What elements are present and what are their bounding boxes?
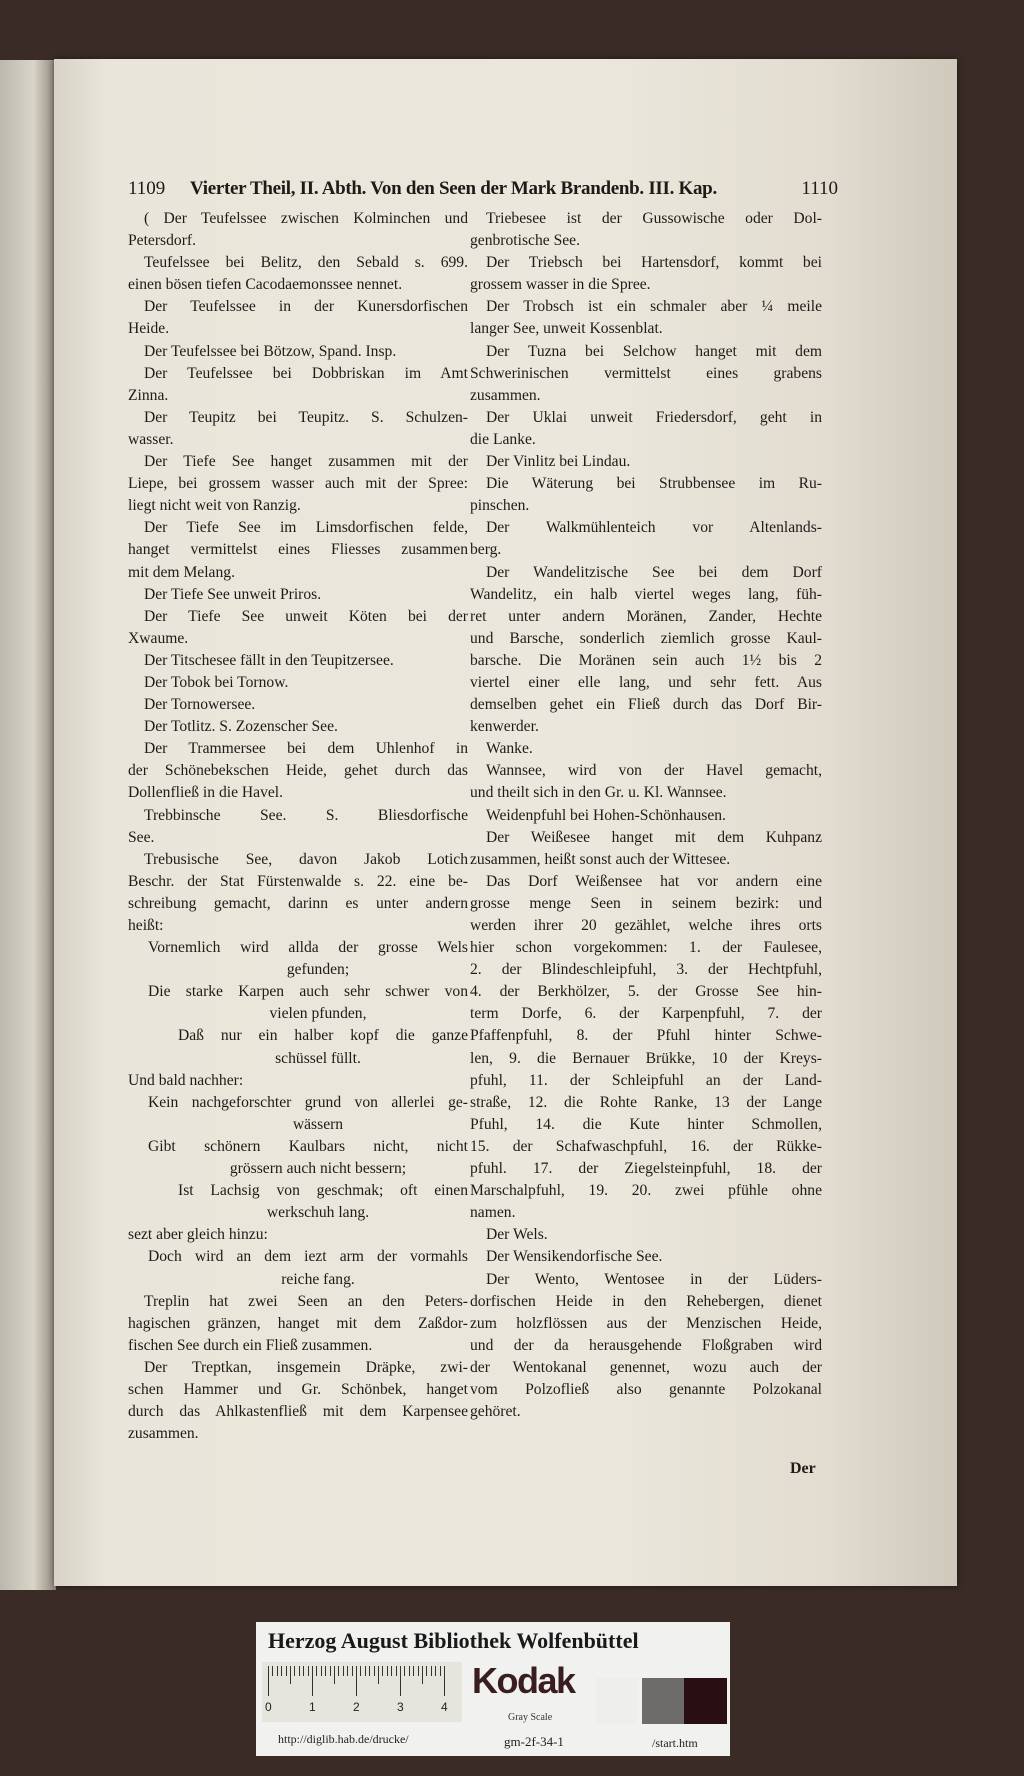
ruler-tick [272, 1666, 273, 1676]
institution-name: Herzog August Bibliothek Wolfenbüttel [268, 1628, 639, 1653]
text-line: 15. der Schafwaschpfuhl, 16. der Rükke- [470, 1137, 822, 1155]
text-line: Der Triebsch bei Hartensdorf, kommt bei [486, 254, 822, 272]
running-header [128, 178, 838, 204]
text-line: Der Tiefe See unweit Köten bei der [144, 607, 468, 625]
text-line: werkschuh lang. [266, 1204, 370, 1222]
catchword: Der [790, 1460, 816, 1477]
text-line: pinschen. [470, 497, 530, 515]
text-line: Weidenpfuhl bei Hohen-Schönhausen. [486, 806, 726, 824]
text-line: der Wentokanal genennet, wozu auch der [470, 1358, 822, 1376]
text-line: Der Weißesee hanget mit dem Kuhpanz [486, 828, 822, 846]
text-line: Triebesee ist der Gussowische oder Dol- [486, 210, 822, 227]
ruler-tick [330, 1666, 331, 1676]
shelfmark: gm-2f-34-1 [504, 1734, 564, 1749]
text-line: pfuhl. 17. der Ziegelsteinpfuhl, 18. der [470, 1160, 822, 1178]
text-line: Pfuhl, 14. die Kute hinter Schmollen, [470, 1115, 822, 1133]
gray-swatch-mid [642, 1678, 684, 1724]
ruler-label: 1 [309, 1700, 316, 1714]
text-line: dorfischen Heide in den Rehebergen, dienet [470, 1292, 822, 1310]
text-line: Schwerinischen vermittelst eines grabens [470, 364, 822, 382]
text-line: Der Trobsch ist ein schmaler aber ¼ meile [486, 298, 822, 316]
text-line: grosse menge Seen in seinem bezirk: und [470, 894, 822, 912]
text-line: Xwaume. [128, 629, 189, 647]
text-line: Der Tiefe See im Limsdorfischen felde, [144, 519, 468, 537]
text-line: der Schönebekschen Heide, gehet durch das [128, 762, 468, 780]
ruler-tick [277, 1666, 278, 1676]
text-line: Der Vinlitz bei Lindau. [486, 453, 631, 471]
text-line: Der Treptkan, insgemein Dräpke, zwi- [144, 1358, 468, 1376]
text-line: Kein nachgeforschter grund von allerlei ge- [148, 1093, 468, 1111]
text-line: Der Titschesee fällt in den Teupitzersee. [144, 651, 394, 669]
text-line: durch das Ahlkastenfließ mit dem Karpensee [128, 1403, 468, 1421]
text-line: schen Hammer und Gr. Schönbek, hanget [128, 1380, 468, 1398]
ruler-tick [404, 1666, 405, 1676]
text-line: Dollenfließ in die Havel. [128, 784, 284, 802]
text-line: Wandelitz, ein halb viertel weges lang, füh- [470, 585, 822, 603]
ruler-tick [365, 1666, 366, 1676]
text-line: Beschr. der Stat Fürstenwalde s. 22. eine be- [128, 872, 468, 890]
text-line: hanget vermittelst eines Fliesses zusammen [128, 541, 468, 559]
text-line: Wanke. [486, 740, 533, 758]
text-line: 4. der Berkhölzer, 5. der Grosse See hin- [470, 983, 822, 1001]
adjacent-page-edge [0, 60, 56, 1590]
ruler-tick [281, 1666, 282, 1676]
ruler-tick [369, 1666, 370, 1676]
page-number-right: 1110 [801, 178, 838, 199]
text-line: zum holzflössen aus der Menzischen Heide, [470, 1314, 822, 1332]
text-line: Der Wels. [486, 1226, 548, 1244]
text-line: gehöret. [470, 1403, 521, 1421]
text-line: Trebbinsche See. S. Bliesdorfische [144, 806, 468, 824]
ruler-label: 3 [397, 1700, 404, 1714]
text-line: pfuhl, 11. der Schleipfuhl an der Land- [470, 1071, 822, 1089]
card-start-link: /start.htm [652, 1736, 698, 1750]
text-line: fischen See durch ein Fließ zusammen. [128, 1336, 373, 1354]
ruler-tick [426, 1666, 427, 1676]
ruler-tick [312, 1666, 313, 1696]
text-line: zusammen. [128, 1425, 199, 1443]
ruler-tick [347, 1666, 348, 1676]
text-line: Vornemlich wird allda der grosse Wels [148, 939, 468, 957]
ruler-scale [262, 1662, 462, 1722]
ruler-tick [290, 1666, 291, 1684]
text-line: wasser. [128, 430, 174, 448]
color-calibration-card [256, 1622, 730, 1756]
text-line: Der Teufelssee bei Dobbriskan im Amt [144, 364, 468, 382]
ruler-tick [299, 1666, 300, 1676]
header-title: Vierter Theil, II. Abth. Von den Seen der Mark Brandenb. III. Kap. [190, 178, 717, 199]
ruler-tick [356, 1666, 357, 1696]
ruler-tick [435, 1666, 436, 1676]
text-line: berg. [470, 541, 502, 559]
text-line: straße, 12. die Rohte Ranke, 13 der Lange [470, 1093, 822, 1111]
text-line: Der Tiefe See hanget zusammen mit der [144, 453, 468, 471]
text-line: vielen pfunden, [269, 1005, 367, 1023]
ruler-tick [268, 1666, 269, 1696]
text-line: gefunden; [286, 961, 350, 979]
text-line: Liepe, bei grossem wasser auch mit der Spree: [128, 475, 468, 493]
text-line: Pfaffenpfuhl, 8. der Pfuhl hinter Schwe- [470, 1027, 822, 1045]
text-line: heißt: [128, 917, 164, 934]
ruler-label: 0 [265, 1700, 272, 1714]
ruler-tick [352, 1666, 353, 1676]
ruler-tick [400, 1666, 401, 1696]
ruler-label: 2 [353, 1700, 360, 1714]
text-line: hier schon vorgekommen: 1. der Faulesee, [470, 939, 822, 957]
ruler-tick [374, 1666, 375, 1676]
text-line: genbrotische See. [470, 232, 580, 250]
text-line: Der Wento, Wentosee in der Lüders- [486, 1270, 822, 1288]
text-line: barsche. Die Moränen sein auch 1½ bis 2 [470, 651, 822, 669]
text-line: Doch wird an dem iezt arm der vormahls [148, 1248, 468, 1266]
text-line: Der Tuzna bei Selchow hanget mit dem [486, 342, 822, 360]
text-line: Der Wandelitzische See bei dem Dorf [486, 563, 822, 581]
text-line: Und bald nachher: [128, 1071, 244, 1089]
text-line: viertel einer elle lang, und sehr fett. Aus [470, 673, 822, 691]
text-line: namen. [470, 1204, 516, 1222]
text-line: Zinna. [128, 386, 169, 404]
ruler-tick [316, 1666, 317, 1676]
ruler-tick [360, 1666, 361, 1676]
text-line: wässern [292, 1115, 344, 1133]
text-line: die Lanke. [470, 430, 536, 448]
text-line: Der Uklai unweit Friedersdorf, geht in [486, 408, 822, 426]
text-line: Der Tornowersee. [144, 696, 256, 714]
gray-swatch-black [684, 1678, 727, 1724]
text-line: zusammen, heißt sonst auch der Wittesee. [470, 850, 731, 868]
text-line: Treplin hat zwei Seen an den Peters- [144, 1292, 468, 1310]
ruler-tick [387, 1666, 388, 1676]
text-line: Der Trammersee bei dem Uhlenhof in [144, 740, 468, 758]
text-line: grossem wasser in die Spree. [470, 276, 651, 294]
ruler-tick [422, 1666, 423, 1684]
text-line: Der Teufelssee in der Kunersdorfischen [144, 298, 468, 316]
ruler-tick [382, 1666, 383, 1676]
text-line: sezt aber gleich hinzu: [128, 1226, 268, 1244]
text-line: Die starke Karpen auch sehr schwer von [148, 983, 468, 1001]
text-line: reiche fang. [281, 1270, 355, 1288]
ruler-tick [308, 1666, 309, 1676]
text-line: vom Polzofließ also genannte Polzokanal [470, 1380, 822, 1398]
text-line: Der Wensikendorfische See. [486, 1248, 663, 1266]
text-line: hagischen gränzen, hanget mit dem Zaßdor- [128, 1314, 468, 1332]
text-line: Der Walkmühlenteich vor Altenlands- [486, 519, 822, 537]
text-line: Der Totlitz. S. Zozenscher See. [144, 718, 338, 736]
text-line: und Barsche, sonderlich ziemlich grosse Kaul- [470, 629, 822, 647]
page-number-left: 1109 [128, 178, 166, 199]
ruler-tick [294, 1666, 295, 1676]
text-line: kenwerder. [470, 718, 539, 736]
ruler-tick [378, 1666, 379, 1684]
ruler-tick [303, 1666, 304, 1676]
text-line: zusammen. [470, 386, 541, 404]
ruler-tick [325, 1666, 326, 1676]
ruler-tick [418, 1666, 419, 1676]
text-line: Ist Lachsig von geschmak; oft einen [178, 1182, 468, 1200]
text-line: Der Tiefe See unweit Priros. [144, 585, 322, 603]
text-line: Gibt schönern Kaulbars nicht, nicht [148, 1137, 468, 1155]
ruler-tick [391, 1666, 392, 1676]
ruler-tick [286, 1666, 287, 1676]
text-line: demselben gehet ein Fließ durch das Dorf Bir- [470, 696, 822, 714]
ruler-tick [409, 1666, 410, 1676]
text-line: liegt nicht weit von Ranzig. [128, 497, 301, 515]
ruler-tick [444, 1666, 445, 1696]
text-line: einen bösen tiefen Cacodaemonssee nennet. [128, 276, 403, 294]
ruler-tick [338, 1666, 339, 1676]
text-line: Das Dorf Weißensee hat vor andern eine [486, 872, 822, 890]
text-line: Wannsee, wird von der Havel gemacht, [486, 762, 822, 780]
ruler-tick [334, 1666, 335, 1684]
text-line: Teufelssee bei Belitz, den Sebald s. 699. [144, 254, 468, 272]
text-line: 2. der Blindeschleipfuhl, 3. der Hechtpfuhl, [470, 961, 822, 979]
kodak-logo: Kodak [472, 1660, 575, 1701]
gray-swatch-white [596, 1678, 638, 1724]
text-line: werden ihrer 20 gezählet, welche ihres orts [470, 917, 822, 934]
ruler-tick [396, 1666, 397, 1676]
text-line: term Dorfe, 6. der Karpenpfuhl, 7. der [470, 1005, 822, 1023]
text-line: ret unter andern Moränen, Zander, Hechte [470, 607, 822, 625]
ruler-tick [343, 1666, 344, 1676]
text-line: Der Teupitz bei Teupitz. S. Schulzen- [144, 408, 468, 426]
left-text-column [128, 208, 468, 1445]
text-line: schüssel füllt. [275, 1049, 361, 1067]
text-line: langer See, unweit Kossenblat. [470, 320, 663, 338]
text-line: Heide. [128, 320, 170, 338]
text-line: Die Wäterung bei Strubbensee im Ru- [486, 475, 822, 493]
text-line: mit dem Melang. [128, 563, 235, 581]
ruler-tick [321, 1666, 322, 1676]
ruler-tick [413, 1666, 414, 1676]
ruler-tick [431, 1666, 432, 1676]
text-line: See. [128, 828, 155, 846]
text-line: grössern auch nicht bessern; [229, 1160, 407, 1178]
text-line: len, 9. die Bernauer Brükke, 10 der Kreys- [470, 1049, 822, 1067]
right-text-column [470, 208, 822, 1423]
text-line: Der Tobok bei Tornow. [144, 673, 289, 691]
text-line: ( Der Teufelssee zwischen Kolminchen und [144, 210, 468, 227]
text-line: Trebusische See, davon Jakob Lotich [144, 850, 468, 868]
text-line: Petersdorf. [128, 232, 196, 250]
card-url: http://diglib.hab.de/drucke/ [278, 1732, 409, 1746]
text-line: Marschalpfuhl, 19. 20. zwei pfühle ohne [470, 1182, 822, 1200]
ruler-label: 4 [441, 1700, 448, 1714]
text-line: und theilt sich in den Gr. u. Kl. Wannsee. [470, 784, 727, 802]
text-line: Daß nur ein halber kopf die ganze [178, 1027, 468, 1045]
text-line: schreibung gemacht, darinn es unter andern [128, 894, 468, 912]
text-line: und der da herausgehende Floßgraben wird [470, 1336, 822, 1354]
gray-scale-label: Gray Scale [508, 1712, 553, 1723]
ruler-tick [440, 1666, 441, 1676]
text-line: Der Teufelssee bei Bötzow, Spand. Insp. [144, 342, 397, 360]
